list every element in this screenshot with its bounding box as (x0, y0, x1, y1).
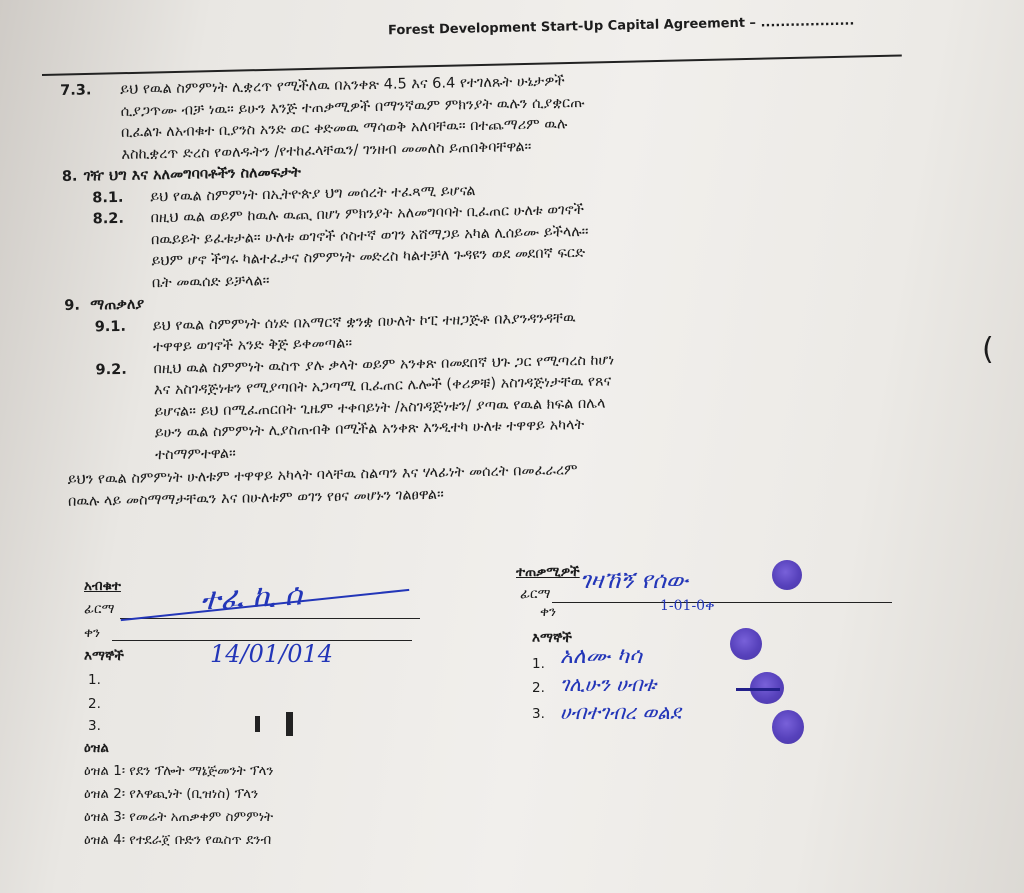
clause-number: 9.2. (95, 361, 127, 378)
right-witness-2-number: 2. (532, 680, 545, 696)
clause-text-line: ይህ የዉል ስምምነት ሰነድ በአማርኛ ቋንቋ በሁለት ኮፒ ተዘጋጅቶ በእያንዳንዳቸዉ (152, 309, 576, 334)
right-party-heading: ተጠቃሚዎች (516, 564, 580, 580)
annex-item-1: ዕዝል 1፡ የደን ፕሎት ማኔጅመንት ፕላን (84, 763, 274, 779)
clause-number: 8.1. (92, 189, 124, 206)
clause-text-line: ይሁን ዉል ስምምነት ሊያስጠብቅ በሚችል አንቀጽ እንዲተካ ሁለቱ ተዋዋይ አካላት (154, 417, 585, 442)
right-sign-label: ፊርማ (520, 586, 551, 602)
clause-text-line: ገዥ ህግ እና አለመግባባቶችን ስለመፍታት (83, 164, 302, 185)
clause-number: 8.2. (92, 210, 125, 228)
clause-text-line: ይህም ሆኖ ችግሩ ካልተፈታና ስምምነት መድረስ ካልተቻለ ጉዳዩን ወደ መደበኛ ፍርድ (151, 244, 586, 270)
right-sign-line (552, 602, 892, 603)
clause-text-line: በዉይይት ይፈቱታል። ሁለቱ ወገኖች ሶስተኛ ወገን አሸማጋይ አካል ሊሰይሙ ይችላሉ። (150, 223, 589, 248)
closing-statement-line: በዉሉ ላይ መስማማታቸዉን እና በሁለቱም ወገን የፀና መሆኑን ገልፀዋል። (67, 486, 444, 510)
margin-paren: ( (982, 332, 994, 367)
right-witness-3-number: 3. (532, 706, 545, 722)
annex-item-2: ዕዝል 2፡ የእዋጪነት (ቢዝነስ) ፕላን (84, 786, 259, 802)
right-witness-1-number: 1. (532, 656, 545, 672)
right-witness-1: አለሙ ካሳ (560, 644, 642, 669)
thumbprint-right-party (772, 560, 802, 590)
left-witness-heading: እማኞች (84, 648, 124, 664)
agreement-body (60, 63, 929, 549)
right-date-label: ቀን (540, 604, 557, 620)
clause-text-line: ሲያጋጥሙ ብቻ ነዉ። ይሁን እንጅ ተጠቃሚዎች በማንኛዉም ምክንያት ዉሉን ሲያቋርጡ (120, 94, 585, 120)
left-sign-label: ፊርማ (84, 601, 115, 617)
clause-text-line: ተዋዋይ ወገኖች አንድ ቅጅ ይቀመጣል። (152, 335, 353, 356)
closing-statement-line: ይህን የዉል ስምምነት ሁለቱም ተዋዋይ አካላት ባላቸዉ ስልጣን እና ሃላፊነት መሰረት በመፈራረም (67, 462, 578, 488)
left-sign-line (120, 618, 420, 619)
header-title: Forest Development Start-Up Capital Agreement – ................... (387, 13, 855, 39)
left-party-heading: አብቁተ (84, 578, 121, 594)
clause-text-line: እስኪቋረጥ ድረስ የወለዱትን /የተከፈላቸዉን/ ገንዘብ መመለስ ይጠበቅባቸዋል። (121, 138, 532, 163)
annex-heading: ዕዝል (84, 740, 109, 756)
clause-text-line: ቤት መዉሰድ ይቻላል። (151, 272, 270, 291)
left-witness-1: 1. (88, 672, 101, 688)
right-witness-3: ሀብተገብረ ወልደ (560, 700, 681, 724)
right-witness-heading: እማኞች (532, 630, 572, 646)
right-date-written: 1-01-0ቀ (660, 598, 715, 614)
left-witness-3: 3. (88, 718, 101, 734)
clause-text-line: በዚህ ዉል ስምምነት ዉስጥ ያሉ ቃላት ወይም አንቀጽ በመደበኛ ህጉ ጋር የሚጣረስ ከሆነ (153, 351, 615, 377)
clause-number: 7.3. (60, 82, 92, 99)
clause-text-line: በዚህ ዉል ወይም ከዉሉ ዉጪ በሆነ ምክንያት አለመግባባት ቢፈጠር ሁለቱ ወገኖች (150, 201, 585, 227)
clause-number: 9.1. (94, 318, 127, 335)
annex-item-4: ዕዝል 4፡ የተደራጀ ቡድን የዉስጥ ደንብ (84, 832, 272, 848)
clause-text-line: ይህ የዉል ስምምነት በኢትዮጵያ ህግ መሰረት ተፈጻሚ ይሆናል (150, 182, 476, 205)
ink-mark (255, 716, 260, 732)
clause-text-line: ይሆናል። ይህ በሚፈጠርበት ጊዜም ተቀባይነት /አስገዳጅነቱን/ ያጣዉ የዉል ክፍል በሌላ (154, 395, 606, 420)
left-date-written: 14/01/014 (210, 640, 334, 668)
ink-mark-2 (286, 712, 293, 736)
clause-number: 9. (64, 297, 81, 314)
thumbprint-witness-3 (772, 710, 804, 744)
left-witness-2: 2. (88, 696, 101, 712)
clause-text-line: እና አስገዳጅነቱን የሚያጣበት አጋጣሚ ቢፈጠር ሌሎች (ቀሪዎቹ) አስገዳጅነታቸዉ የጸና (153, 373, 612, 399)
clause-text-line: ማጠቃለያ (90, 296, 145, 314)
thumbprint-witness-1 (730, 628, 762, 660)
annex-item-3: ዕዝል 3፡ የመሬት አጠቃቀም ስምምነት (84, 809, 274, 825)
right-witness-2: ገሊሁን ሀብቱ (560, 672, 657, 696)
clause-text-line: ቢፈልጉ ለአብቁተ ቢያንስ አንድ ወር ቀድመዉ ማሳወቅ አለባቸዉ። በተጨማሪም ዉሉ (120, 116, 568, 141)
clause-number: 8. (61, 168, 78, 185)
right-signature: ገዛኸኝ የሰው (580, 568, 688, 594)
left-signature: ተፈ ኪ ሰ (199, 577, 303, 618)
left-date-label: ቀን (84, 625, 101, 641)
strikeout-mark (736, 688, 780, 691)
clause-text-line: ይህ የዉል ስምምነት ሊቋረጥ የሚችለዉ በአንቀጽ 4.5 እና 6.4 የተገለጹት ሁኔታዎች (120, 73, 565, 98)
clause-text-line: ተስማምተዋል። (155, 445, 236, 463)
